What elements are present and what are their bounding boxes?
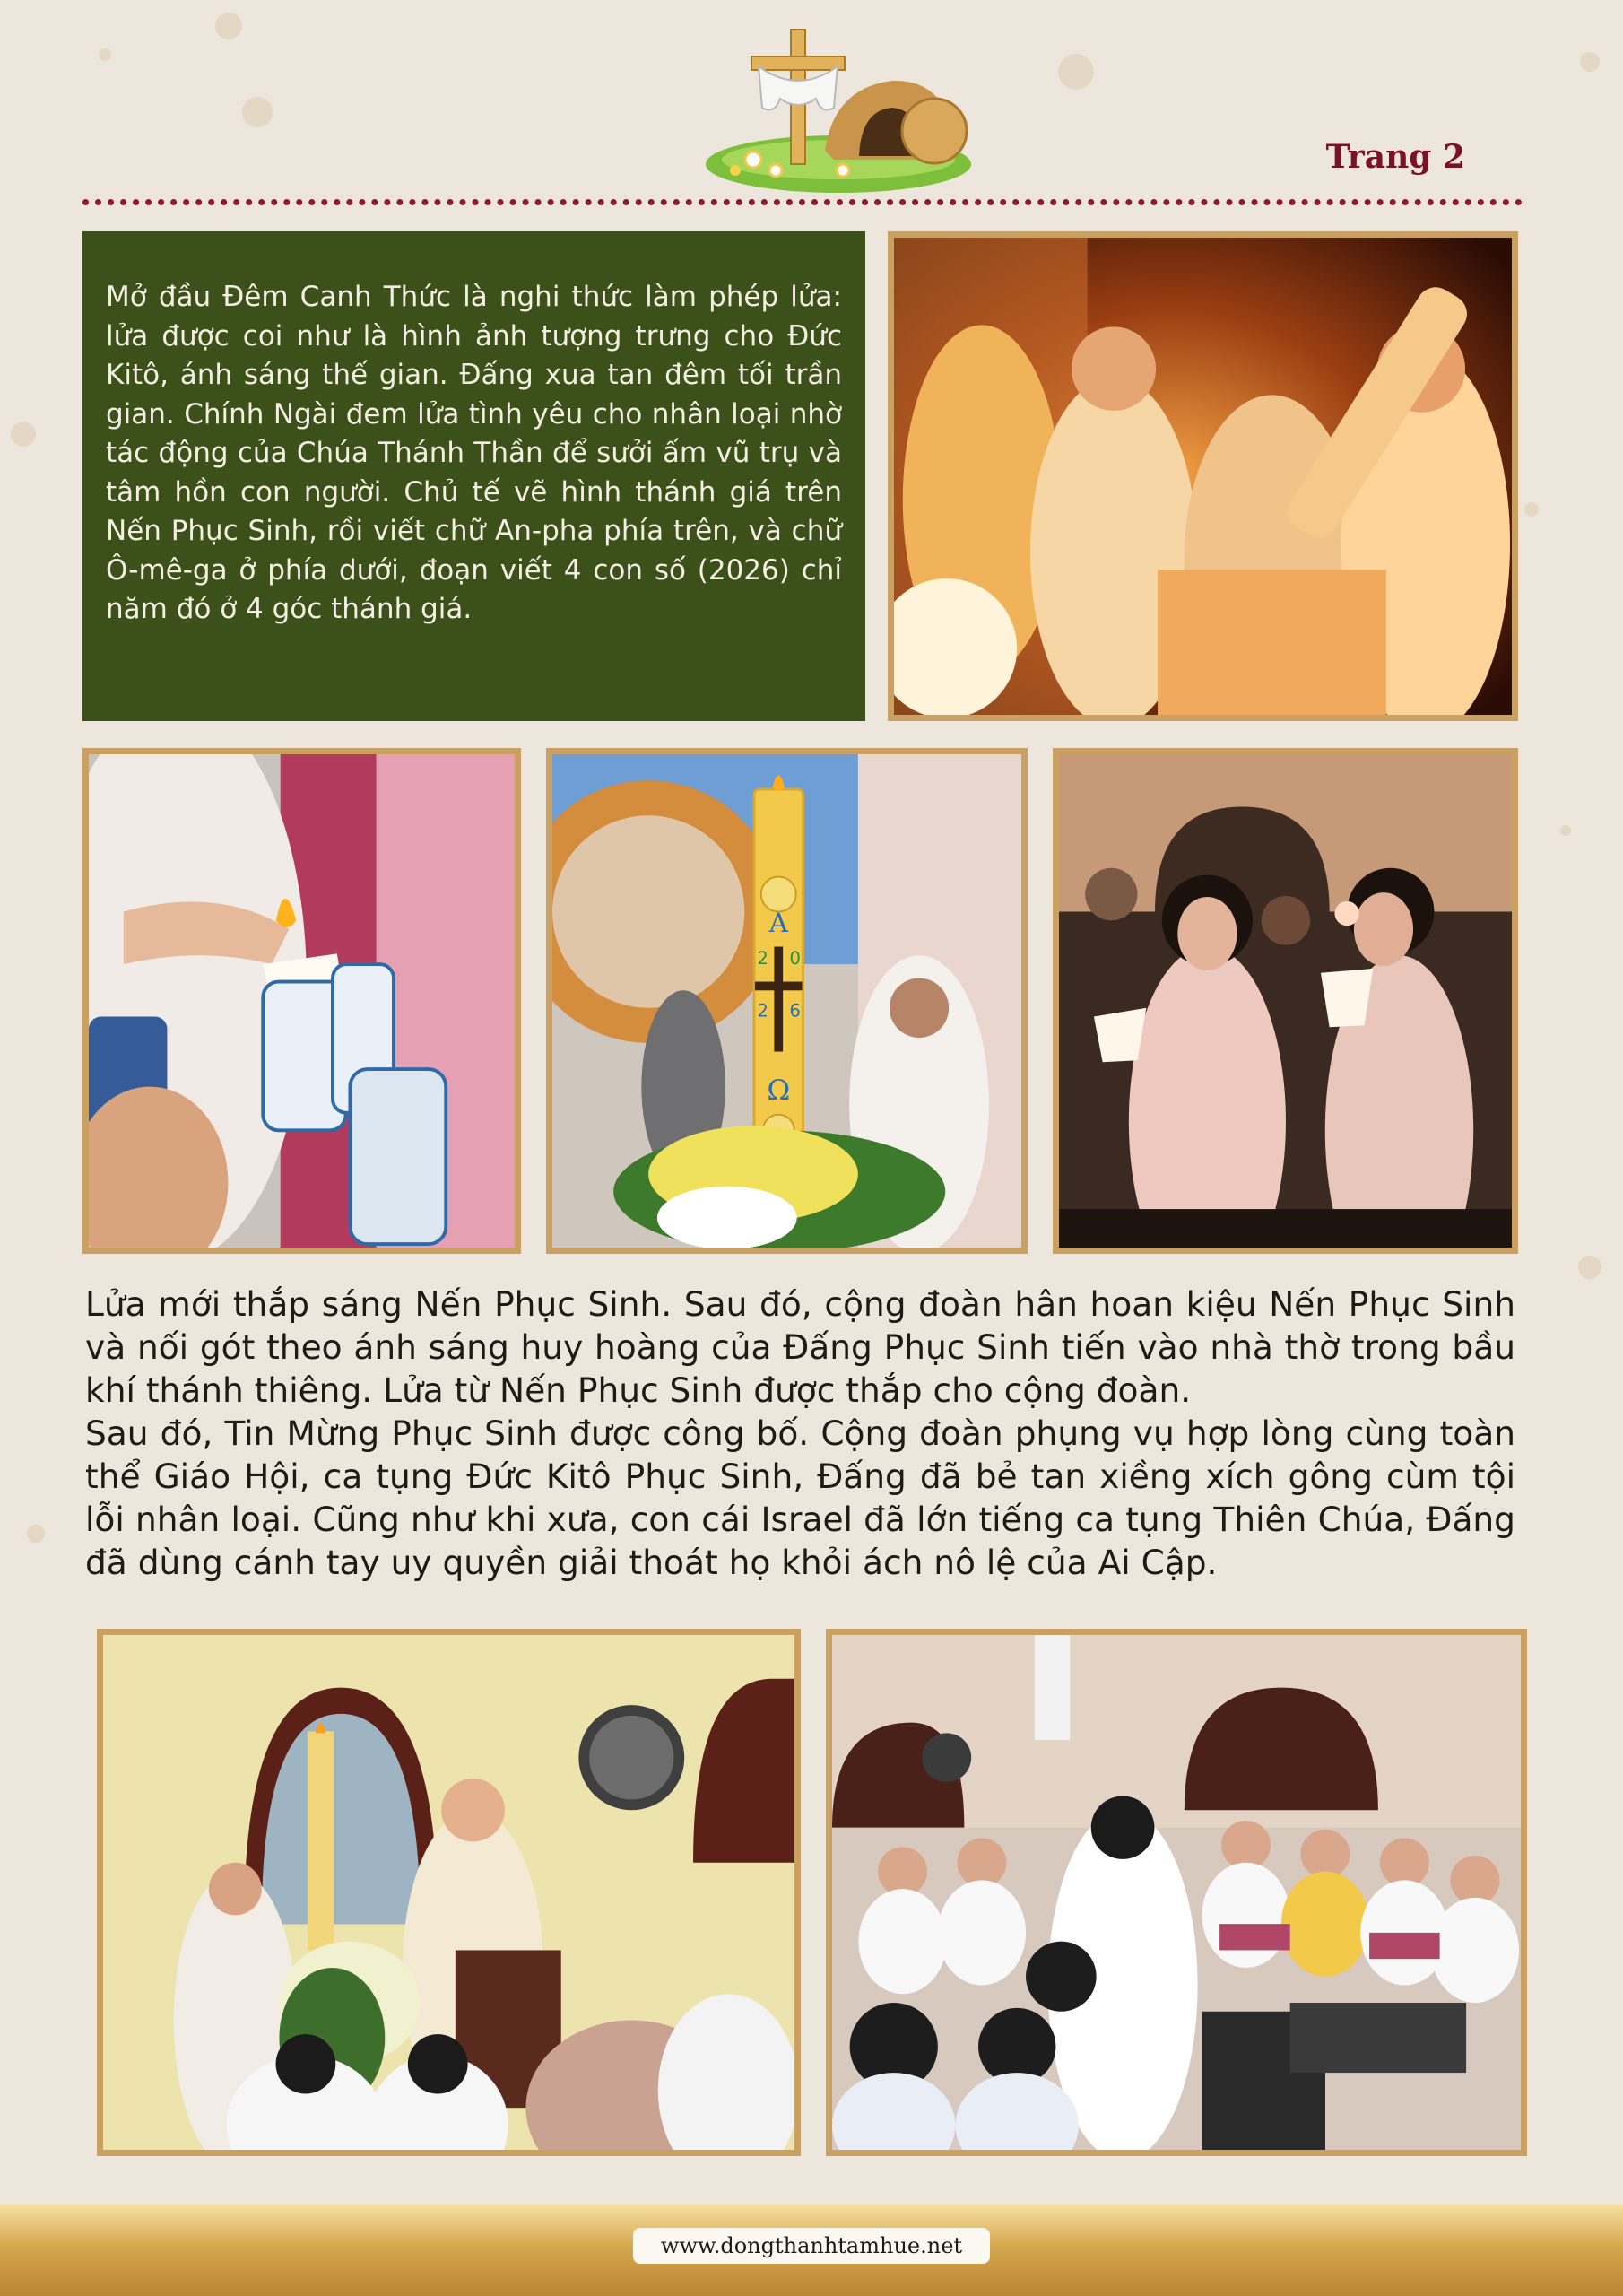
header-divider bbox=[82, 199, 1523, 205]
article-paragraph-2: Sau đó, Tin Mừng Phục Sinh được công bố. Cộng đoàn phụng vụ hợp lòng cùng toàn thể Giáo Hội, ca tụng Đức Kitô Phục Sinh, Đấng đã bẻ tan xiềng xích gông cùm tội lỗi nhân loại. Cũng như khi xưa, con cái Israel đã lớn tiếng ca tụng Thiên Chúa, Đấng đã dùng cánh tay uy quyền giải thoát họ khỏi ách nô lệ của Ai Cập. bbox=[85, 1413, 1515, 1582]
website-link[interactable]: www.dongthanhtamhue.net bbox=[633, 2228, 990, 2264]
year-digit-4: 6 bbox=[789, 1000, 801, 1022]
intro-text-box bbox=[82, 231, 865, 721]
cross-and-empty-tomb-icon bbox=[699, 25, 977, 196]
year-digit-3: 2 bbox=[757, 1000, 768, 1022]
year-digit-2: 0 bbox=[789, 948, 801, 970]
photo-priest-at-lectern bbox=[97, 1629, 801, 2156]
photo-lighting-candles bbox=[82, 748, 521, 1254]
main-article-text bbox=[85, 1283, 1515, 1584]
photo-priests-blessing-candle bbox=[888, 231, 1518, 721]
intro-paragraph: Mở đầu Đêm Canh Thức là nghi thức làm phép lửa: lửa được coi như là hình ảnh tượng trưng cho Đức Kitô, ánh sáng thế gian. Đấng xua tan đêm tối trần gian. Chính Ngài đem lửa tình yêu cho nhân loại nhờ tác động của Chúa Thánh Thần để sưởi ấm vũ trụ và tâm hồn con người. Chủ tế vẽ hình thánh giá trên Nến Phục Sinh, rồi viết chữ An-pha phía trên, và chữ Ô-mê-ga ở phía dưới, đoạn viết 4 con số (2026) chỉ năm đó ở 4 góc thánh giá. bbox=[106, 281, 842, 625]
omega-symbol: Ω bbox=[767, 1074, 791, 1108]
page-number: Trang 2 bbox=[1325, 138, 1465, 176]
photo-paschal-candle bbox=[546, 748, 1028, 1254]
alpha-symbol: A bbox=[768, 907, 788, 938]
photo-choir-singing bbox=[826, 1629, 1527, 2156]
article-paragraph-1: Lửa mới thắp sáng Nến Phục Sinh. Sau đó, cộng đoàn hân hoan kiệu Nến Phục Sinh và nối gót theo ánh sáng huy hoàng của Đấng Phục Sinh tiến vào nhà thờ trong bầu khí thánh thiêng. Lửa từ Nến Phục Sinh được thắp cho cộng đoàn. bbox=[85, 1284, 1515, 1410]
year-digit-1: 2 bbox=[757, 948, 768, 970]
photo-congregation-candles bbox=[1053, 748, 1518, 1254]
